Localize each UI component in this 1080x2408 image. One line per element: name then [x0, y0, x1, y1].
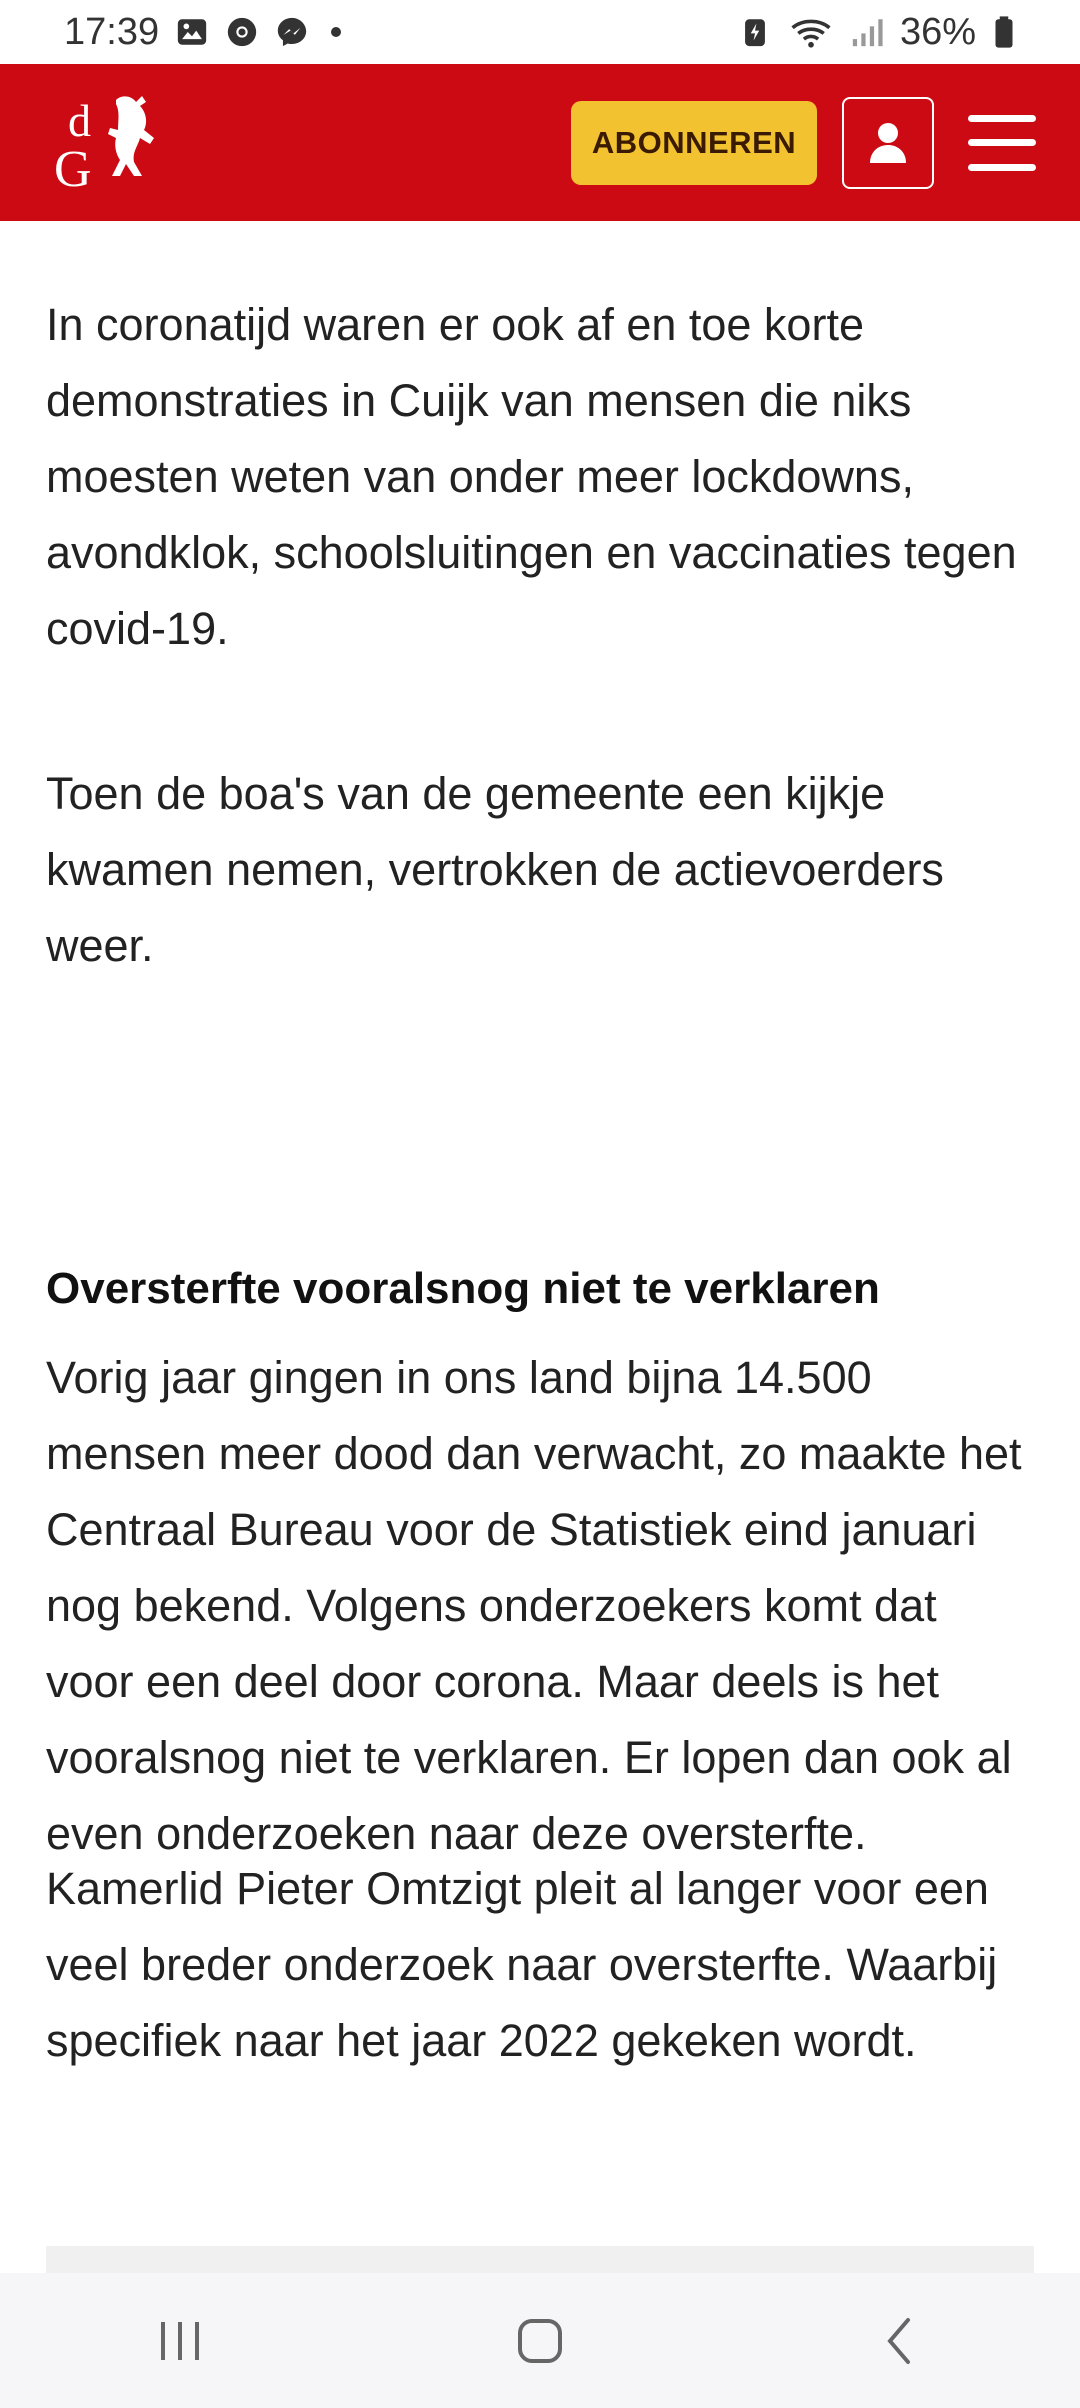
- messenger-icon: [275, 15, 309, 49]
- menu-button[interactable]: [968, 115, 1036, 171]
- chrome-icon: [225, 15, 259, 49]
- site-header: [0, 64, 1080, 221]
- article-paragraph: Toen de boa's van de gemeente een kijkje kwamen nemen, vertrokken de actievoerders weer.: [46, 768, 944, 971]
- clock: 17:39: [64, 10, 160, 53]
- battery-percent: 36%: [899, 10, 976, 53]
- back-icon: [880, 2316, 920, 2366]
- article-paragraph: Kamerlid Pieter Omtzigt pleit al langer voor een veel breder onderzoek naar oversterfte. Waarbij specifiek naar het jaar 2022 gekeken wordt.: [46, 1863, 998, 2066]
- profile-button[interactable]: [842, 97, 934, 189]
- embedded-block: [46, 2246, 1034, 2276]
- article-subheading: Oversterfte vooralsnog niet te verklaren: [46, 1264, 880, 1313]
- svg-text:d: d: [68, 94, 91, 146]
- wifi-icon: [788, 15, 834, 49]
- back-button[interactable]: [840, 2296, 960, 2386]
- status-bar: [0, 0, 1080, 64]
- system-nav-bar: [0, 2273, 1080, 2408]
- battery-saver-icon: [738, 15, 772, 49]
- battery-icon: [992, 15, 1016, 49]
- recent-apps-icon: [155, 2318, 205, 2364]
- user-icon: [868, 121, 908, 165]
- notification-dot: [331, 27, 341, 37]
- hamburger-icon-line: [968, 115, 1036, 122]
- home-button[interactable]: [480, 2296, 600, 2386]
- subscribe-button[interactable]: ABONNEREN: [571, 101, 817, 185]
- site-logo[interactable]: [54, 88, 174, 198]
- article-paragraph: Vorig jaar gingen in ons land bijna 14.500 mensen meer dood dan verwacht, zo maakte het Centraal Bureau voor de Statistiek eind januari nog bekend. Volgens onderzoekers komt dat voor een deel door corona. Maar deels is het vooralsnog niet te verklaren. Er lopen dan ook al even onderzoeken naar deze oversterfte.: [46, 1352, 1022, 1859]
- article-paragraph: In coronatijd waren er ook af en toe korte demonstraties in Cuijk van mensen die niks moesten weten van onder meer lockdowns, avondklok, schoolsluitingen en vaccinaties tegen covid-19.: [46, 299, 1017, 654]
- recent-apps-button[interactable]: [120, 2296, 240, 2386]
- image-icon: [175, 15, 209, 49]
- hamburger-icon-line: [968, 164, 1036, 171]
- signal-icon: [850, 15, 884, 49]
- home-icon: [515, 2316, 565, 2366]
- svg-text:G: G: [54, 140, 92, 198]
- hamburger-icon-line: [968, 139, 1036, 146]
